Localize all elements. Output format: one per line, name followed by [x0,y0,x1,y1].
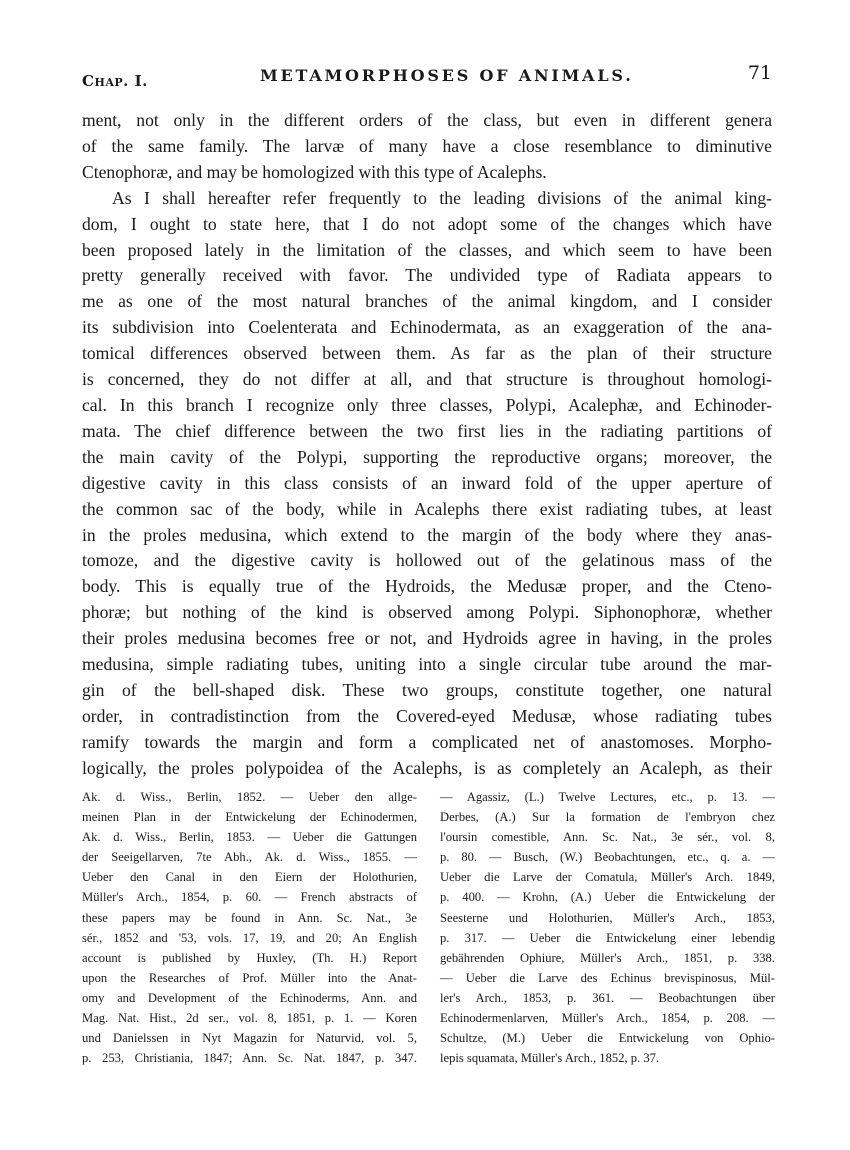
footnote-line: l'oursin comestible, Ann. Sc. Nat., 3e sér., vol. 8, [440,830,775,845]
footnote-line: Ak. d. Wiss., Berlin, 1853. — Ueber die Gattungen [82,830,417,845]
footnote-line: Echinodermenlarven, Müller's Arch., 1854, p. 208. — [440,1011,775,1026]
page-number: 71 [747,62,772,84]
footnote-line: upon the Researches of Prof. Müller into the Anat- [82,970,417,985]
footnote-line: p. 317. — Ueber die Entwickelung einer lebendig [440,930,775,945]
body-line: me as one of the most natural branches of the animal kingdom, and I consider [82,291,772,312]
body-line: dom, I ought to state here, that I do not adopt some of the changes which have [82,213,772,234]
footnote-line: und Danielssen in Nyt Magazin for Naturvid, vol. 5, [82,1031,417,1046]
body-line: the common sac of the body, while in Acalephs there exist radiating tubes, at least [82,498,772,519]
footnote-line: — Agassiz, (L.) Twelve Lectures, etc., p. 13. — [440,790,775,804]
footnote-line: Schultze, (M.) Ueber die Entwickelung von Ophio- [440,1031,775,1046]
footnote-line: Ueber den Canal in den Eiern der Holothurien, [82,870,417,885]
footnote-line: — Ueber die Larve des Echinus brevispinosus, Mül- [440,970,775,985]
body-line: As I shall hereafter refer frequently to the leading divisions of the animal king- [112,187,772,208]
body-line: body. This is equally true of the Hydroids, the Medusæ proper, and the Cteno- [82,576,772,597]
footnote-line: der Seeigellarven, 7te Abh., Ak. d. Wiss., 1855. — [82,850,417,865]
body-line: tomoze, and the digestive cavity is hollowed out of the gelatinous mass of the [82,550,772,571]
body-line: gin of the bell-shaped disk. These two groups, constitute together, one natural [82,679,772,700]
body-line: tomical differences observed between them. As far as the plan of their structure [82,343,772,364]
body-line: its subdivision into Coelenterata and Echinodermata, as an exaggeration of the ana- [82,317,772,338]
footnote-line: p. 400. — Krohn, (A.) Ueber die Entwickelung der [440,890,775,905]
footnote-line: gebährenden Ophiure, Müller's Arch., 1851, p. 338. [440,950,775,965]
body-line: ramify towards the margin and form a complicated net of anastomoses. Morpho- [82,731,772,752]
body-line: their proles medusina becomes free or not, and Hydroids agree in having, in the proles [82,628,772,649]
body-line: digestive cavity in this class consists of an inward fold of the upper aperture of [82,472,772,493]
body-line: pretty generally received with favor. The undivided type of Radiata appears to [82,265,772,286]
body-line: medusina, simple radiating tubes, uniting into a single circular tube around the mar- [82,654,772,675]
footnote-line: account is published by Huxley, (Th. H.) Report [82,950,417,965]
footnote-line: Ueber die Larve der Comatula, Müller's Arch. 1849, [440,870,775,885]
footnote-line: omy and Development of the Echinoderms, Ann. and [82,990,417,1005]
chapter-label: Chap. I. [82,72,148,90]
footnote-line: meinen Plan in der Entwickelung der Echinodermen, [82,810,417,825]
body-line: phoræ; but nothing of the kind is observed among Polypi. Siphonophoræ, whether [82,602,772,623]
body-line: cal. In this branch I recognize only three classes, Polypi, Acalephæ, and Echinoder- [82,394,772,415]
running-header [82,62,772,92]
body-line: in the proles medusina, which extend to the margin of the body where they anas- [82,524,772,545]
body-line: of the same family. The larvæ of many have a close resemblance to diminutive [82,135,772,156]
body-line: is concerned, they do not differ at all, and that structure is throughout homologi- [82,369,772,390]
footnote-line: p. 253, Christiania, 1847; Ann. Sc. Nat. 1847, p. 347. [82,1051,417,1066]
body-line: been proposed lately in the limitation of the classes, and which seem to have been [82,239,772,260]
footnote-line: Mag. Nat. Hist., 2d ser., vol. 8, 1851, p. 1. — Koren [82,1011,417,1026]
body-line: order, in contradistinction from the Covered-eyed Medusæ, whose radiating tubes [82,705,772,726]
body-line: logically, the proles polypoidea of the Acalephs, is as completely an Acaleph, as their [82,757,772,778]
footnote-line: Derbes, (A.) Sur la formation de l'embryon chez [440,810,775,825]
footnote-line: lepis squamata, Müller's Arch., 1852, p. 37. [440,1051,660,1066]
footnote-line: sér., 1852 and '53, vols. 17, 19, and 20; An English [82,930,417,945]
footnote-line: ler's Arch., 1853, p. 361. — Beobachtungen über [440,990,775,1005]
running-title: METAMORPHOSES OF ANIMALS. [260,66,634,85]
footnote-column-right [440,787,775,1068]
body-text [82,108,772,782]
body-line: the main cavity of the Polypi, supporting the reproductive organs; moreover, the [82,446,772,467]
body-line: mata. The chief difference between the two first lies in the radiating partitions of [82,420,772,441]
footnote-line: p. 80. — Busch, (W.) Beobachtungen, etc., q. a. — [440,850,775,865]
body-line: Ctenophoræ, and may be homologized with this type of Acalephs. [82,161,547,182]
footnote-line: Ak. d. Wiss., Berlin, 1852. — Ueber den allge- [82,790,417,804]
footnote-column-left [82,787,417,1068]
footnote-line: Müller's Arch., 1854, p. 60. — French abstracts of [82,890,417,905]
body-line: ment, not only in the different orders of the class, but even in different genera [82,110,772,130]
footnote-line: these papers may be found in Ann. Sc. Nat., 3e [82,910,417,925]
footnote-line: Seesterne und Holothurien, Müller's Arch., 1853, [440,910,775,925]
